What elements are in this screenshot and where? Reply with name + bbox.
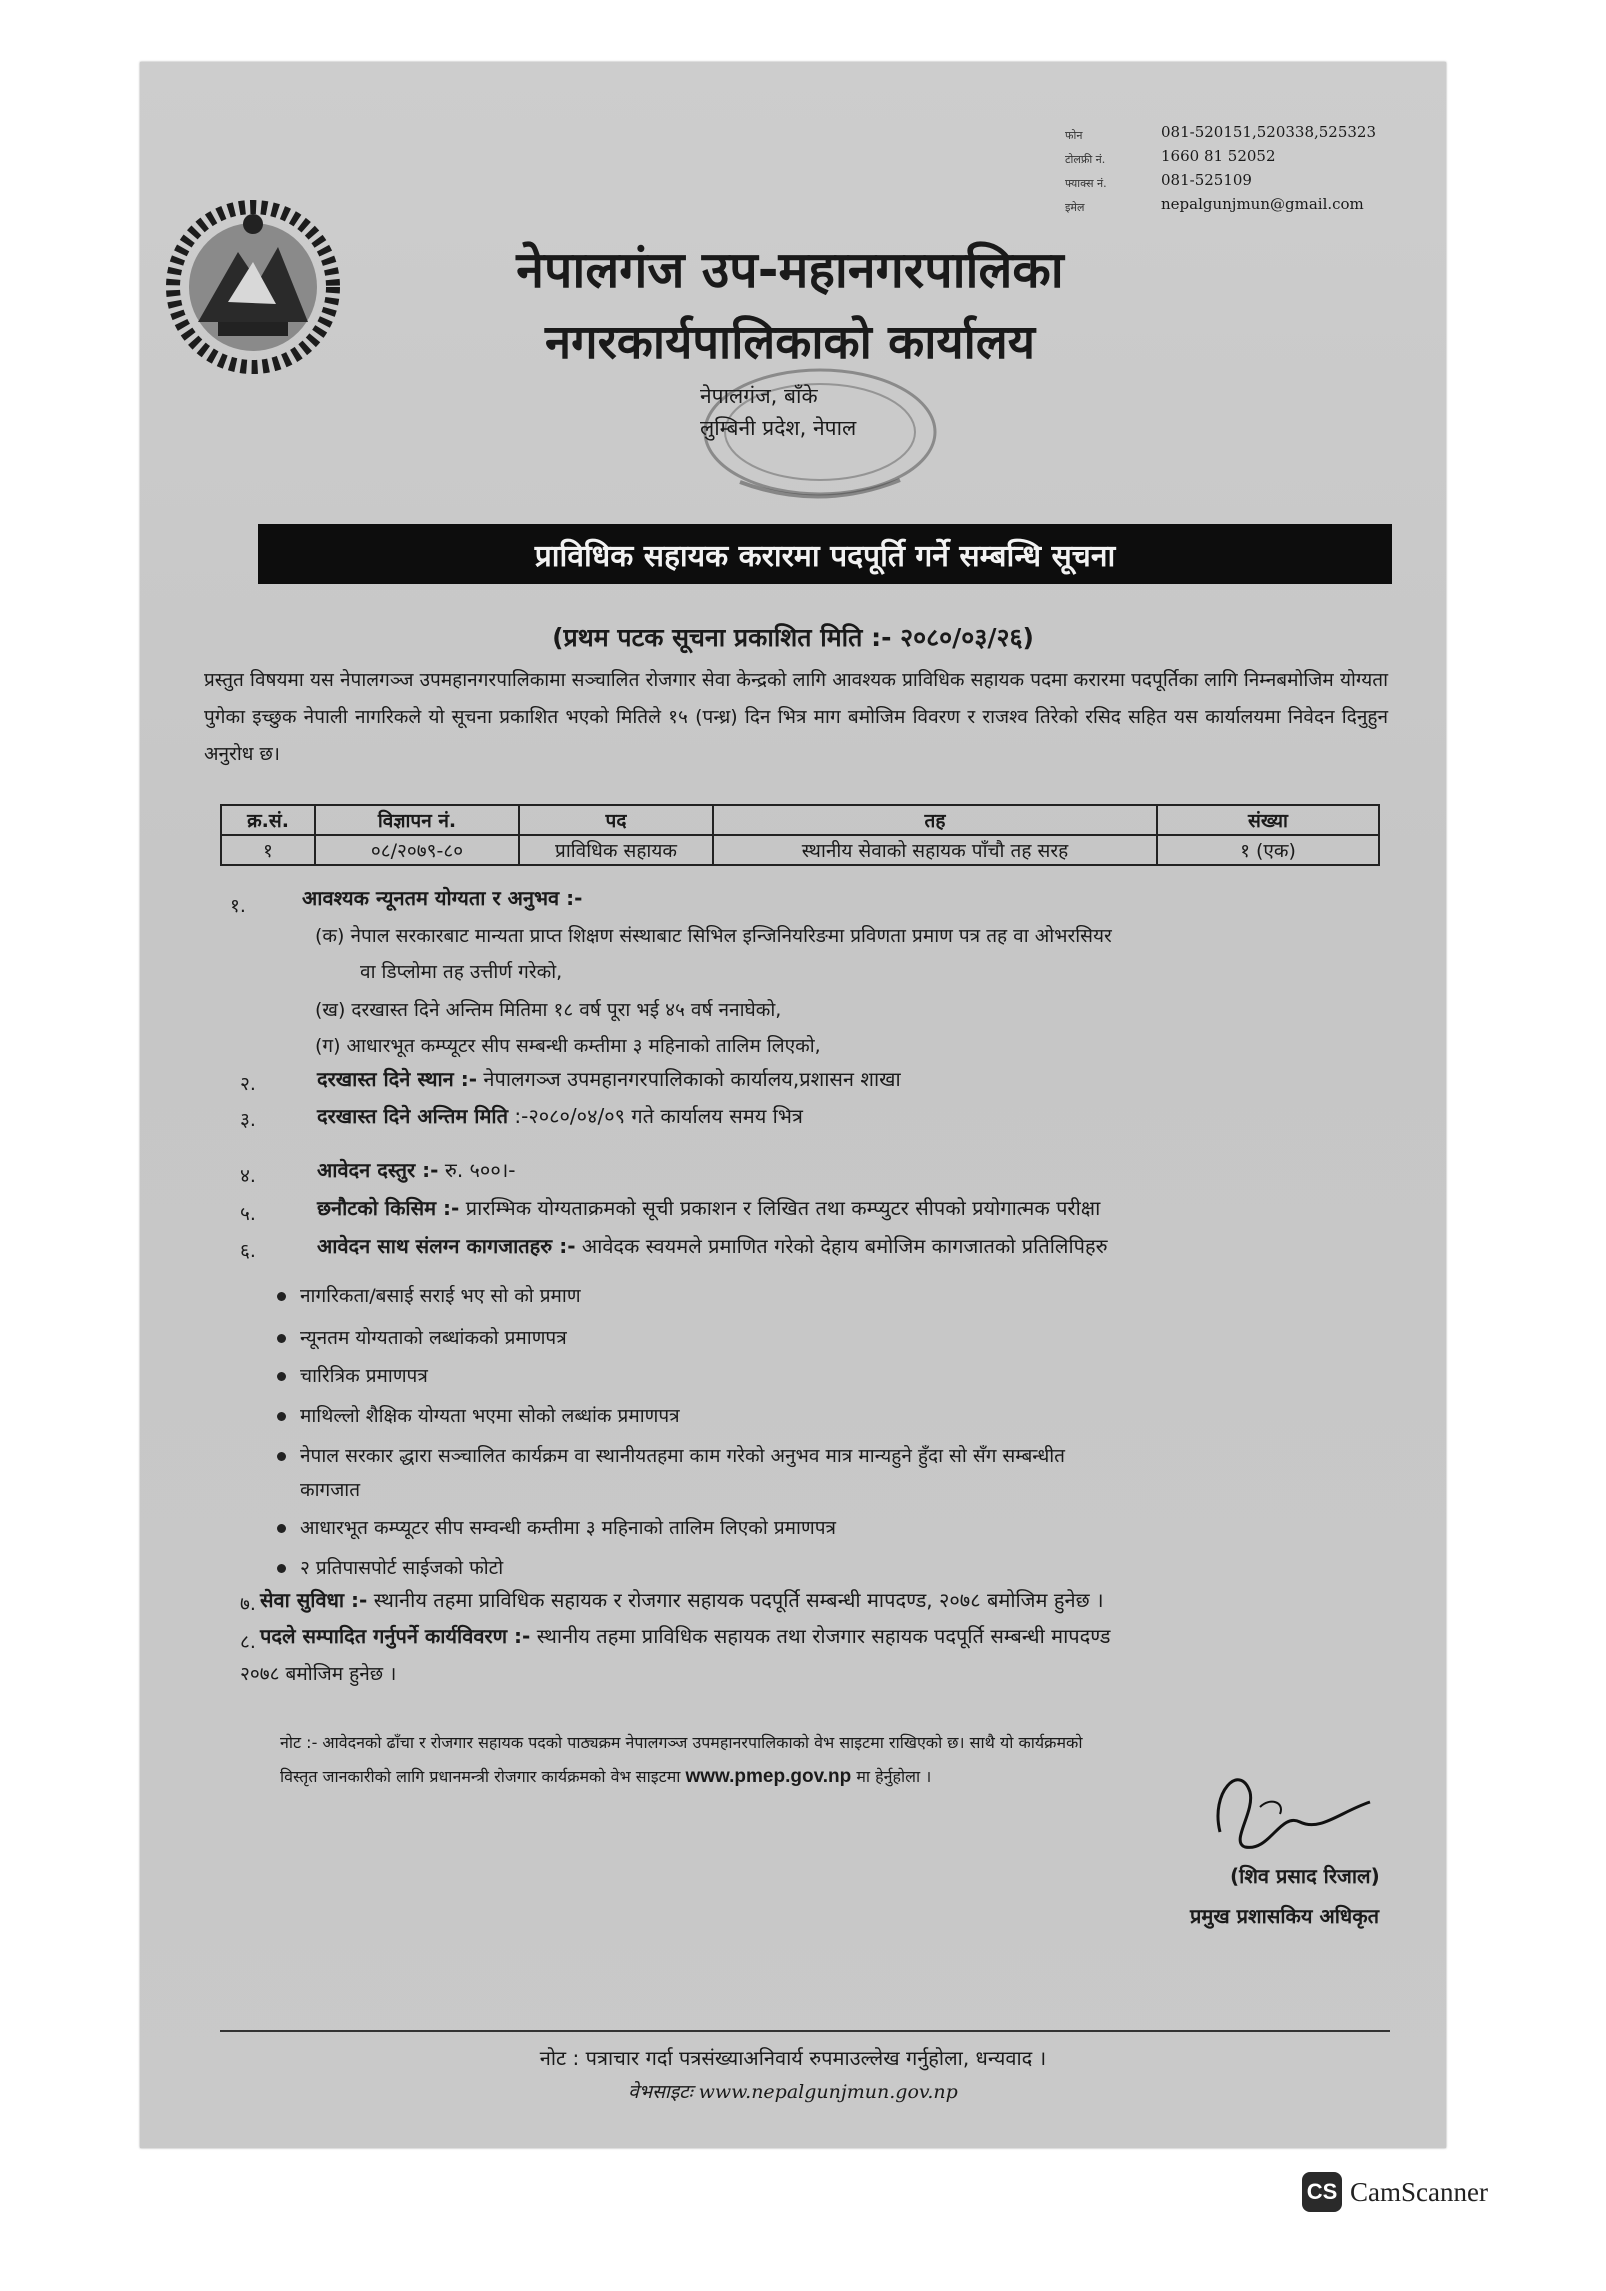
bullet-icon (277, 1334, 286, 1343)
pmep-website-link[interactable]: www.pmep.gov.np (685, 1766, 852, 1787)
cell-post: प्राविधिक सहायक (519, 835, 713, 865)
list-item-text: माथिल्लो शैक्षिक योग्यता भएमा सोको लब्धांक प्रमाणपत्र (300, 1405, 680, 1427)
footer-website[interactable]: वेभसाइटः www.nepalgunjmun.gov.np (628, 2081, 958, 2103)
col-sn: क्र.सं. (221, 805, 315, 835)
signatory-title: प्रमुख प्रशासकिय अधिकृत (1190, 1904, 1379, 1928)
list-item (277, 1554, 503, 1580)
col-post: पद (519, 805, 713, 835)
camscanner-watermark (1302, 2172, 1488, 2212)
bullet-icon (277, 1452, 286, 1461)
item-2-text: नेपालगञ्ज उपमहानगरपालिकाको कार्यालय,प्रशासन शाखा (477, 1067, 901, 1091)
bullet-icon (277, 1564, 286, 1573)
bullet-icon (277, 1292, 286, 1301)
item-8-number: ८. (240, 1631, 256, 1653)
publication-date: (प्रथम पटक सूचना प्रकाशित मिति :- २०८०/०३/२६) (552, 623, 1034, 652)
notice-heading-banner: प्राविधिक सहायक करारमा पदपूर्ति गर्ने सम्बन्धि सूचना (258, 524, 1392, 584)
fax-label: फ्याक्स नं. (1065, 177, 1107, 190)
note-line-1: नोट :- आवेदनको ढाँचा र रोजगार सहायक पदको पाठ्यक्रम नेपालगञ्ज उपमहानरपालिकाको वेभ साइटमा राखिएको छ। साथै यो कार्यक्रमको (280, 1733, 1083, 1752)
signature (1200, 1752, 1380, 1862)
note-line-2-text: विस्तृत जानकारीको लागि प्रधानमन्त्री रोजगार कार्यक्रमको वेभ साइटमा (280, 1767, 686, 1786)
item-4-text: रु. ५००।- (438, 1158, 516, 1182)
item-8 (260, 1622, 1110, 1649)
item-5 (317, 1194, 1100, 1221)
item-1-title: आवश्यक न्यूनतम योग्यता र अनुभव :- (302, 886, 583, 910)
office-title: नेपालगंज उप-महानगरपालिका (516, 241, 1064, 299)
item-6-number: ६. (240, 1240, 256, 1262)
list-item (277, 1362, 428, 1388)
list-item-text: नागरिकता/बसाई सराई भए सो को प्रमाण (300, 1285, 581, 1307)
item-7 (260, 1586, 1104, 1613)
fax-value: 081-525109 (1161, 171, 1252, 189)
tollfree-label: टोलफ्री नं. (1065, 153, 1106, 166)
col-level: तह (713, 805, 1157, 835)
col-count: संख्या (1157, 805, 1379, 835)
list-item-continued (300, 1476, 360, 1502)
notice-sheet (140, 62, 1446, 2148)
item-1-b: (ख) दरखास्त दिने अन्तिम मितिमा १८ वर्ष पूरा भई ४५ वर्ष ननाघेको, (315, 999, 782, 1021)
intro-paragraph: प्रस्तुत विषयमा यस नेपालगञ्ज उपमहानगरपालिकामा सञ्चालित रोजगार सेवा केन्द्रको लागि आवश्यक प्राविधिक सहायक पदमा करारमा पदपूर्तिका लागि निम्नबमोजिम योग्यता पुगेका इच्छुक नेपाली नागरिकले यो सूचना प्रकाशित भएको मितिले १५ (पन्ध्र) दिन भित्र माग बमोजिम विवरण र राजश्व तिरेको रसिद सहित यस कार्यालयमा निवेदन दिनुहुन अनुरोध छ। (204, 669, 1388, 765)
item-1-a: (क) नेपाल सरकारबाट मान्यता प्राप्त शिक्षण संस्थाबाट सिभिल इन्जिनियरिङमा प्रविणता प्रमाण पत्र तह वा ओभरसियर (315, 925, 1112, 947)
tollfree-value: 1660 81 52052 (1161, 147, 1276, 165)
footer-note: नोट : पत्राचार गर्दा पत्रसंख्याअनिवार्य रुपमाउल्लेख गर्नुहोला, धन्यवाद । (539, 2046, 1047, 2070)
office-address (700, 380, 856, 444)
item-6-text: आवेदक स्वयमले प्रमाणित गरेको देहाय बमोजिम कागजातको प्रतिलिपिहरु (575, 1234, 1108, 1258)
item-3-text: :-२०८०/०४/०९ गते कार्यालय समय भित्र (508, 1104, 803, 1128)
list-item (277, 1324, 567, 1350)
item-5-number: ५. (240, 1203, 256, 1225)
signatory-name: (शिव प्रसाद रिजाल) (1230, 1864, 1380, 1888)
item-3-number: ३. (240, 1109, 256, 1131)
list-item (277, 1442, 1065, 1468)
list-item-text: न्यूनतम योग्यताको लब्धांकको प्रमाणपत्र (300, 1327, 567, 1349)
list-item-text: नेपाल सरकार द्धारा सञ्चालित कार्यक्रम वा स्थानीयतहमा काम गरेको अनुभव मात्र मान्यहुने हुँदा सो सँग सम्बन्धीत (300, 1445, 1066, 1467)
item-7-text: स्थानीय तहमा प्राविधिक सहायक र रोजगार सहायक पदपूर्ति सम्बन्धी मापदण्ड, २०७८ बमोजिम हुनेछ । (367, 1588, 1104, 1612)
cell-level: स्थानीय सेवाको सहायक पाँचौ तह सरह (713, 835, 1157, 865)
email-label: इमेल (1065, 201, 1085, 214)
item-6-title: आवेदन साथ संलग्न कागजातहरु :- (317, 1234, 576, 1258)
phone-value: 081-520151,520338,525323 (1161, 123, 1377, 141)
vacancy-table (220, 804, 1380, 866)
item-1-a2: वा डिप्लोमा तह उत्तीर्ण गरेको, (360, 961, 563, 983)
list-item-text: चारित्रिक प्रमाणपत्र (300, 1365, 428, 1387)
item-8-text-cont: २०७८ बमोजिम हुनेछ । (240, 1663, 397, 1685)
camscanner-logo-icon: CS (1302, 2172, 1342, 2212)
cell-sn: १ (221, 835, 315, 865)
item-5-text: प्रारम्भिक योग्यताक्रमको सूची प्रकाशन र लिखित तथा कम्प्युटर सीपको प्रयोगात्मक परीक्षा (459, 1196, 1101, 1220)
bullet-icon (277, 1372, 286, 1381)
item-8-title: पदले सम्पादित गर्नुपर्ने कार्यविवरण :- (260, 1624, 531, 1648)
bullet-icon (277, 1412, 286, 1421)
list-item-text: आधारभूत कम्प्यूटर सीप सम्वन्धी कम्तीमा ३ महिनाको तालिम लिएको प्रमाणपत्र (300, 1517, 836, 1539)
address-line-2: लुम्बिनी प्रदेश, नेपाल (700, 416, 857, 440)
list-item-text: कागजात (300, 1479, 361, 1501)
table-header-row (221, 805, 1379, 835)
item-2-title: दरखास्त दिने स्थान :- (317, 1067, 478, 1091)
cell-count: १ (एक) (1157, 835, 1379, 865)
item-2-number: २. (240, 1073, 256, 1095)
email-value: nepalgunjmun@gmail.com (1161, 195, 1364, 213)
phone-label: फोन (1065, 129, 1083, 142)
item-1-number: १. (230, 895, 246, 917)
note-line-2-end: मा हेर्नुहोला । (851, 1767, 932, 1786)
table-row (221, 835, 1379, 865)
camscanner-name: CamScanner (1350, 2176, 1488, 2207)
col-ad-no: विज्ञापन नं. (315, 805, 519, 835)
item-6 (317, 1232, 1108, 1259)
bullet-icon (277, 1524, 286, 1533)
item-4-number: ४. (240, 1165, 256, 1187)
address-line-1: नेपालगंज, बाँके (700, 384, 818, 408)
list-item-text: २ प्रतिपासपोर्ट साईजको फोटो (300, 1557, 504, 1579)
item-7-title: सेवा सुविधा :- (260, 1588, 368, 1612)
item-7-number: ७. (240, 1593, 256, 1615)
item-4-title: आवेदन दस्तुर :- (317, 1158, 439, 1182)
item-5-title: छनौटको किसिम :- (317, 1196, 460, 1220)
list-item (277, 1514, 836, 1540)
item-8-text: स्थानीय तहमा प्राविधिक सहायक तथा रोजगार सहायक पदपूर्ति सम्बन्धी मापदण्ड (530, 1624, 1111, 1648)
contact-block (1065, 122, 1376, 218)
item-2 (317, 1065, 901, 1092)
office-subtitle: नगरकार्यपालिकाको कार्यालय (545, 315, 1035, 370)
item-3 (317, 1102, 803, 1129)
item-3-title: दरखास्त दिने अन्तिम मिति (317, 1104, 509, 1128)
cell-ad-no: ०८/२०७९-८० (315, 835, 519, 865)
item-1-c: (ग) आधारभूत कम्प्यूटर सीप सम्बन्धी कम्तीमा ३ महिनाको तालिम लिएको, (315, 1035, 821, 1057)
item-4 (317, 1156, 516, 1183)
list-item (277, 1282, 581, 1308)
footer-divider (220, 2030, 1390, 2032)
list-item (277, 1402, 680, 1428)
